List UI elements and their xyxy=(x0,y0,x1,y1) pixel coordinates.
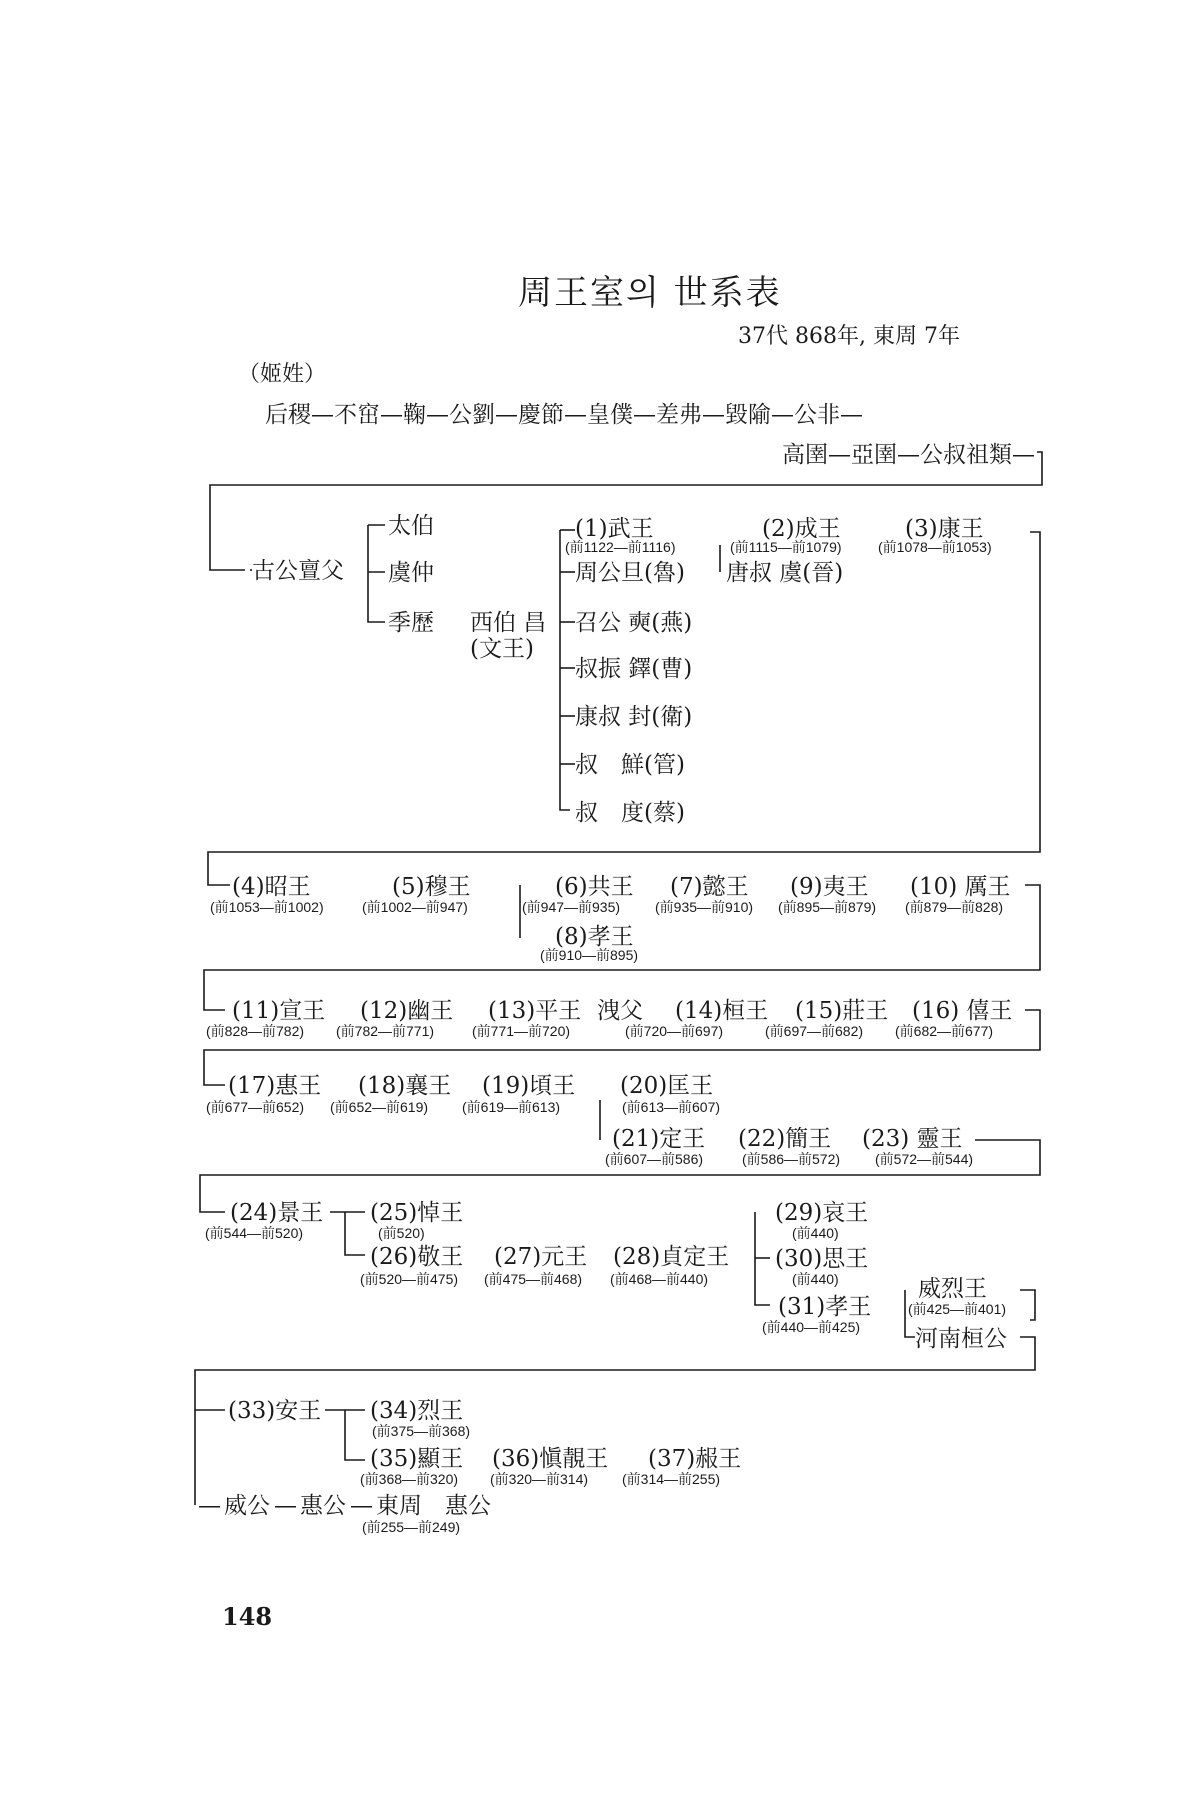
king-18-dates: (前652—前619) xyxy=(330,1099,429,1115)
king-27-dates: (前475—前468) xyxy=(484,1271,583,1287)
king-6: (6)共王 xyxy=(555,874,634,900)
king-19: (19)頃王 xyxy=(482,1073,576,1099)
king-6-dates: (前947—前935) xyxy=(522,899,621,915)
wenwang-son-4: 康叔 封(衛) xyxy=(575,704,693,730)
king-24-dates: (前544—前520) xyxy=(205,1225,304,1241)
king-17: (17)惠王 xyxy=(228,1073,322,1099)
king-25: (25)悼王 xyxy=(370,1200,464,1226)
weiliewang: 威烈王 xyxy=(918,1276,987,1302)
king-21-dates: (前607—前586) xyxy=(605,1151,704,1167)
wenwang-son-5: 叔 鮮(管) xyxy=(575,752,685,778)
son-yuzhong: 虞仲 xyxy=(388,560,434,586)
king-11: (11)宣王 xyxy=(232,998,326,1024)
king-22-dates: (前586—前572) xyxy=(742,1151,841,1167)
king-16: (16) 僖王 xyxy=(912,998,1013,1024)
king-37-dates: (前314—前255) xyxy=(622,1471,721,1487)
weiliewang-dates: (前425—前401) xyxy=(908,1301,1007,1317)
king-chengwang: (2)成王 xyxy=(762,516,841,542)
king-18: (18)襄王 xyxy=(358,1073,452,1099)
wenwang-son-3: 叔振 鐸(曹) xyxy=(575,656,693,682)
ancestors-line-1: 后稷—不窋—鞠—公劉—慶節—皇僕—差弗—毀隃—公非— xyxy=(265,402,863,428)
king-8: (8)孝王 xyxy=(555,924,634,950)
king-20-dates: (前613—前607) xyxy=(622,1099,721,1115)
son-taibo: 太伯 xyxy=(388,513,434,539)
page-subtitle: 37代 868年, 東周 7年 xyxy=(738,324,960,349)
king-4-dates: (前1053—前1002) xyxy=(210,899,324,915)
king-4: (4)昭王 xyxy=(232,874,311,900)
king-34: (34)烈王 xyxy=(370,1398,464,1424)
king-10-dates: (前879—前828) xyxy=(905,899,1004,915)
king-36-dates: (前320—前314) xyxy=(490,1471,589,1487)
king-9-dates: (前895—前879) xyxy=(778,899,877,915)
king-22: (22)簡王 xyxy=(738,1126,832,1152)
xiefu: 洩父 xyxy=(597,998,643,1024)
king-kangwang-dates: (前1078—前1053) xyxy=(878,539,992,555)
king-13: (13)平王 xyxy=(488,998,582,1024)
dash-huigong: — xyxy=(274,1493,297,1519)
huigong: 惠公 xyxy=(300,1493,346,1519)
king-15-dates: (前697—前682) xyxy=(765,1023,864,1039)
dash-weigong: — xyxy=(198,1493,221,1519)
wenwang-son-2: 召公 奭(燕) xyxy=(575,610,693,636)
king-23-dates: (前572—前544) xyxy=(875,1151,974,1167)
king-wuwang-dates: (前1122—前1116) xyxy=(565,539,676,555)
king-20: (20)匡王 xyxy=(620,1073,714,1099)
king-17-dates: (前677—前652) xyxy=(206,1099,305,1115)
king-26: (26)敬王 xyxy=(370,1244,464,1270)
king-14: (14)桓王 xyxy=(675,998,769,1024)
tangshu-yu: 唐叔 虞(晉) xyxy=(726,560,844,586)
clan-label: （姬姓） xyxy=(238,362,327,387)
king-31: (31)孝王 xyxy=(778,1294,872,1320)
dash-dongzhou: — xyxy=(350,1493,373,1519)
dongzhou-huigong: 東周 惠公 xyxy=(376,1493,491,1519)
son-jili: 季歷 xyxy=(388,610,434,636)
king-24: (24)景王 xyxy=(230,1200,324,1226)
wenwang-son-1: 周公旦(魯) xyxy=(575,560,685,586)
king-10: (10) 厲王 xyxy=(910,874,1011,900)
king-wuwang: (1)武王 xyxy=(575,516,654,542)
xibo-chang: 西伯 昌 xyxy=(470,610,547,636)
king-7-dates: (前935—前910) xyxy=(655,899,754,915)
weigong: 威公 xyxy=(224,1493,270,1519)
henan-huangong: 河南桓公 xyxy=(915,1326,1007,1352)
king-12-dates: (前782—前771) xyxy=(336,1023,435,1039)
king-15: (15)莊王 xyxy=(795,998,889,1024)
king-11-dates: (前828—前782) xyxy=(206,1023,305,1039)
king-34-dates: (前375—前368) xyxy=(372,1423,471,1439)
king-8-dates: (前910—前895) xyxy=(540,947,639,963)
king-7: (7)懿王 xyxy=(670,874,749,900)
king-28-dates: (前468—前440) xyxy=(610,1271,709,1287)
king-12: (12)幽王 xyxy=(360,998,454,1024)
king-5: (5)穆王 xyxy=(392,874,471,900)
king-23: (23) 靈王 xyxy=(862,1126,963,1152)
king-19-dates: (前619—前613) xyxy=(462,1099,561,1115)
king-14-dates: (前720—前697) xyxy=(625,1023,724,1039)
wenwang-son-6: 叔 度(蔡) xyxy=(575,800,685,826)
king-35-dates: (前368—前320) xyxy=(360,1471,459,1487)
king-29-dates: (前440) xyxy=(792,1225,839,1241)
king-37: (37)赧王 xyxy=(648,1446,742,1472)
king-27: (27)元王 xyxy=(494,1244,588,1270)
ancestors-line-2: 高圉—亞圉—公叔祖類— xyxy=(782,442,1035,468)
king-kangwang: (3)康王 xyxy=(905,516,984,542)
king-31-dates: (前440—前425) xyxy=(762,1319,861,1335)
king-36: (36)愼靚王 xyxy=(492,1446,609,1472)
king-5-dates: (前1002—前947) xyxy=(362,899,468,915)
king-33: (33)安王 xyxy=(228,1398,322,1424)
king-chengwang-dates: (前1115—前1079) xyxy=(730,539,842,555)
dongzhou-huigong-dates: (前255—前249) xyxy=(362,1519,461,1535)
king-30-dates: (前440) xyxy=(792,1271,839,1287)
page-number: 148 xyxy=(222,1602,273,1631)
king-35: (35)顯王 xyxy=(370,1446,464,1472)
king-13-dates: (前771—前720) xyxy=(472,1023,571,1039)
wenwang: (文王) xyxy=(470,636,534,662)
king-30: (30)思王 xyxy=(775,1246,869,1272)
page-title: 周王室의 世系表 xyxy=(518,273,782,313)
king-26-dates: (前520—前475) xyxy=(360,1271,459,1287)
king-21: (21)定王 xyxy=(612,1126,706,1152)
king-25-dates: (前520) xyxy=(378,1225,425,1241)
king-29: (29)哀王 xyxy=(775,1200,869,1226)
king-28: (28)貞定王 xyxy=(613,1244,730,1270)
king-16-dates: (前682—前677) xyxy=(895,1023,994,1039)
gugong-danfu: 古公亶父 xyxy=(252,558,344,584)
king-9: (9)夷王 xyxy=(790,874,869,900)
